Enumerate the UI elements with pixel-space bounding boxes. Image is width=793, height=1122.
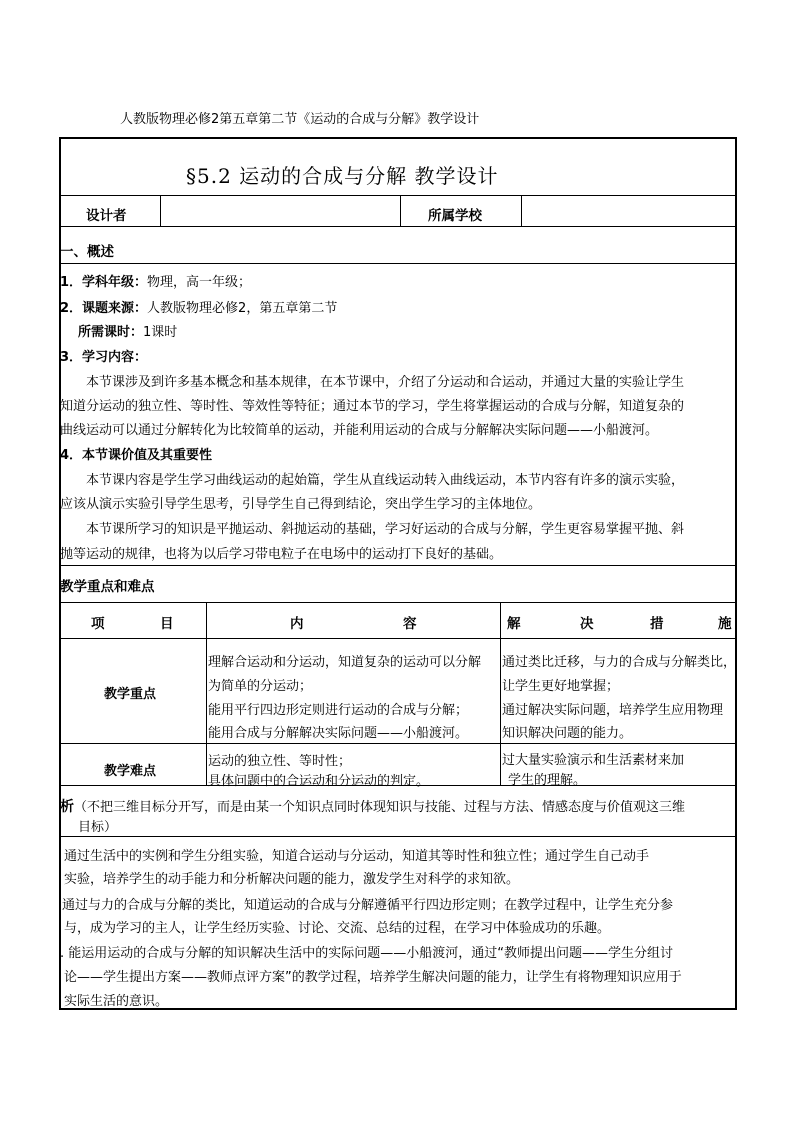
school-label: 所属学校 [428,208,482,224]
page-title: §5.2 运动的合成与分解 教学设计 [186,164,499,188]
objective-line: 通过生活中的实例和学生分组实验，知道合运动与分运动，知道其等时性和独立性；通过学生自己动手 [64,849,650,864]
topic-source-value: 人教版物理必修2，第五章第二节 [147,301,338,316]
key-point-content: 为简单的分运动； [208,679,313,694]
divider [59,226,737,227]
class-hours-label: 所需课时： [78,325,144,340]
divider [160,195,161,226]
objective-line: 与，成为学习的主人，让学生经历实验、讨论、交流、总结的过程，在学习中体验成功的乐趣。 [64,921,611,936]
divider [59,785,737,786]
difficulty-measure: 学生的理解。 [508,773,587,788]
col-header-measures: 施 [718,616,732,632]
divider [59,836,737,837]
value-line: 抛等运动的规律，也将为以后学习带电粒子在电场中的运动打下良好的基础。 [60,547,503,562]
objective-line: 实验，培养学生的动手能力和分析解决问题的能力，激发学生对科学的求知欲。 [64,872,520,887]
objective-line: 论——学生提出方案——教师点评方案”的教学过程，培养学生解决问题的能力，让学生有将物理知识应用于 [64,970,682,985]
overview-heading: 一、概述 [60,244,114,260]
col-header-measures: 解 [507,616,521,632]
key-point-row-label: 教学重点 [104,687,157,702]
col-header-content: 容 [403,616,417,632]
value-importance-label: 4．本节课价值及其重要性 [60,448,213,463]
value-line: 本节课内容是学生学习曲线运动的起始篇，学生从直线运动转入曲线运动，本节内容有许多的演示实验， [86,473,685,488]
subject-grade-label: 1．学科年级： [60,275,148,290]
difficulty-content: 运动的独立性、等时性； [208,754,352,769]
key-point-content: 能用合成与分解解决实际问题——小船渡河。 [208,726,469,741]
objective-line: . 能运用运动的合成与分解的知识解决生活中的实际问题——小船渡河，通过“教师提出问题——学生分组讨 [60,946,674,961]
divider [59,602,737,603]
table-right-border [735,137,737,1010]
difficulty-measure: 过大量实验演示和生活素材来加 [502,753,685,768]
objectives-note: （不把三维目标分开写，而是由某一个知识点同时体现知识与技能、过程与方法、情感态度与价值观这三维 [74,800,686,815]
topic-source-label: 2．课题来源： [60,301,148,316]
divider [59,743,737,744]
key-point-measure: 让学生更好地掌握； [502,679,620,694]
class-hours-value: 1课时 [143,325,178,340]
objectives-heading: 析 [60,799,74,815]
objective-line: 实际生活的意识。 [64,994,169,1009]
difficulty-content: 具体问题中的合运动和分运动的判定。 [208,774,430,789]
table-top-border [59,137,737,139]
col-header-measures: 措 [650,616,664,632]
divider [59,263,737,264]
divider [59,638,737,639]
content-line: 知道分运动的独立性、等时性、等效性等特征；通过本节的学习，学生将掌握运动的合成与分解，知道复杂的 [60,399,685,414]
col-header-item: 项 [91,616,105,632]
objective-line: 通过与力的合成与分解的类比，知道运动的合成与分解遵循平行四边形定则；在教学过程中，让学生充分参 [62,898,674,913]
key-point-measure: 知识解决问题的能力。 [502,726,633,741]
divider [400,195,401,226]
class-hours [78,321,177,340]
topic-source [60,297,337,316]
col-header-measures: 决 [580,616,594,632]
table-left-border [59,137,61,1010]
content-line: 本节课涉及到许多基本概念和基本规律，在本节课中，介绍了分运动和合运动，并通过大量的实验让学生 [86,375,685,390]
subject-grade-value: 物理，高一年级； [147,275,252,290]
document-header: 人教版物理必修2第五章第二节《运动的合成与分解》教学设计 [120,112,480,127]
subject-grade [60,271,251,290]
designer-label: 设计者 [86,208,127,224]
learning-content-label: 3．学习内容： [60,350,148,365]
objectives-heading-line [60,796,685,816]
key-points-heading: 教学重点和难点 [60,579,155,595]
objectives-note-cont: 目标） [78,820,118,835]
divider [500,602,501,785]
divider [59,565,737,566]
key-point-content: 理解合运动和分运动，知道复杂的运动可以分解 [208,655,482,670]
key-point-measure: 通过类比迁移，与力的合成与分解类比， [502,655,737,670]
key-point-measure: 通过解决实际问题，培养学生应用物理 [502,703,724,718]
col-header-content: 内 [290,616,304,632]
value-line: 应该从演示实验引导学生思考，引导学生自己得到结论，突出学生学习的主体地位。 [60,497,542,512]
divider [521,195,522,226]
content-line: 曲线运动可以通过分解转化为比较简单的运动，并能利用运动的合成与分解解决实际问题——小船渡河。 [60,423,659,438]
divider [206,602,207,785]
col-header-item: 目 [160,616,174,632]
value-line: 本节课所学习的知识是平抛运动、斜抛运动的基础，学习好运动的合成与分解，学生更容易掌握平抛、斜 [86,522,685,537]
difficulty-row-label: 教学难点 [104,764,157,779]
key-point-content: 能用平行四边形定则进行运动的合成与分解； [208,703,469,718]
